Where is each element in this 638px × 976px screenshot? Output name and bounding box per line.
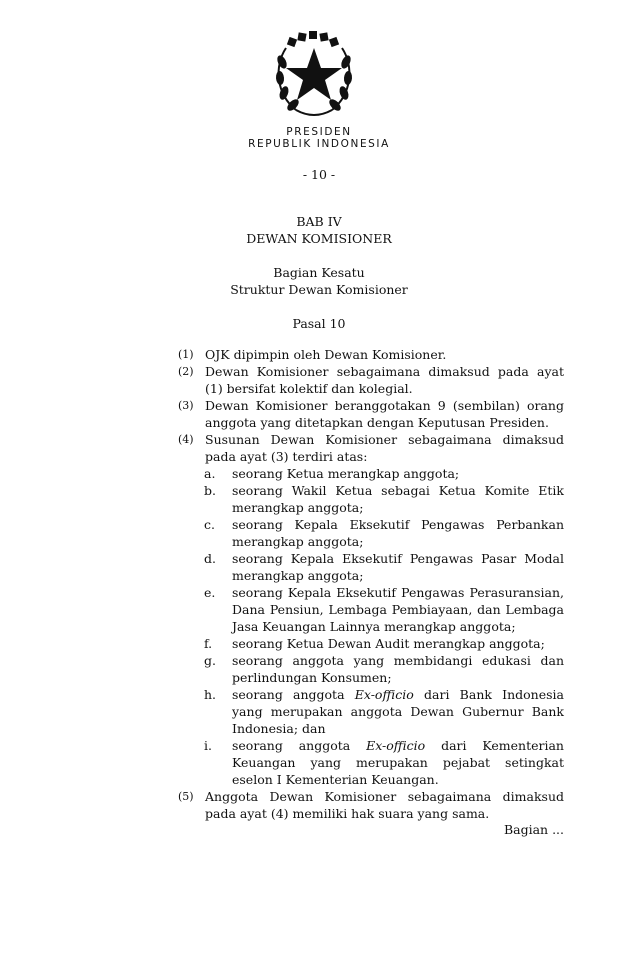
list-letter: c.	[204, 517, 215, 532]
list-text-italic: Ex-officio	[366, 738, 426, 753]
list-text-post: dari Kementerian Keuangan yang merupakan pejabat setingkat eselon I Kementerian Keuangan.	[232, 738, 564, 787]
list-letter: f.	[204, 636, 213, 651]
presidential-emblem-icon	[272, 28, 356, 124]
page-number: - 10 -	[302, 167, 336, 182]
paragraph-number: (5)	[178, 790, 194, 803]
list-letter: e.	[204, 585, 216, 600]
list-letter: b.	[204, 483, 216, 498]
list-letter: h.	[204, 687, 217, 702]
continuation-footer: Bagian ...	[503, 822, 564, 837]
article-title: Pasal 10	[292, 316, 346, 331]
paragraph-number: (1)	[178, 348, 194, 361]
list-item-a	[204, 465, 564, 482]
paragraph-5	[178, 788, 564, 822]
paragraph-text: Dewan Komisioner sebagaimana dimaksud pada ayat (1) bersifat kolektif dan kolegial.	[205, 364, 564, 396]
list-text: seorang Ketua Dewan Audit merangkap anggota;	[232, 636, 545, 651]
list-item-h	[204, 686, 564, 737]
chapter-number: BAB IV	[296, 214, 342, 229]
paragraph-4	[178, 431, 564, 465]
list-text: seorang anggota yang membidangi edukasi dan perlindungan Konsumen;	[232, 653, 564, 685]
list-text	[232, 737, 564, 788]
list-item-c	[204, 516, 564, 550]
list-text: seorang Kepala Eksekutif Pengawas Pasar Modal merangkap anggota;	[232, 551, 564, 583]
list-text-post: dari Bank Indonesia yang merupakan anggota Dewan Gubernur Bank Indonesia; dan	[232, 687, 564, 736]
paragraph-number: (3)	[178, 399, 194, 412]
list-letter: i.	[204, 738, 212, 753]
paragraph-text: Susunan Dewan Komisioner sebagaimana dimaksud pada ayat (3) terdiri atas:	[205, 432, 564, 464]
list-item-i	[204, 737, 564, 788]
paragraph-text: OJK dipimpin oleh Dewan Komisioner.	[205, 347, 447, 362]
list-text	[232, 686, 564, 737]
paragraph-number: (4)	[178, 433, 194, 446]
list-item-e	[204, 584, 564, 635]
list-text-pre: seorang anggota	[232, 738, 367, 753]
list-item-b	[204, 482, 564, 516]
list-letter: a.	[204, 466, 216, 481]
section-title: Struktur Dewan Komisioner	[230, 282, 408, 297]
chapter-title: DEWAN KOMISIONER	[246, 231, 392, 246]
list-item-f	[204, 635, 564, 652]
list-text: seorang Kepala Eksekutif Pengawas Perbankan merangkap anggota;	[232, 517, 564, 549]
list-letter: d.	[204, 551, 216, 566]
header-presiden: PRESIDEN	[286, 126, 352, 138]
paragraph-text: Dewan Komisioner beranggotakan 9 (sembilan) orang anggota yang ditetapkan dengan Keputusan Presiden.	[205, 398, 564, 430]
header-republik-indonesia: REPUBLIK INDONESIA	[248, 138, 390, 150]
list-text-italic: Ex-officio	[354, 687, 414, 702]
paragraph-2	[178, 363, 564, 397]
list-letter: g.	[204, 653, 216, 668]
list-item-d	[204, 550, 564, 584]
paragraph-number: (2)	[178, 365, 194, 378]
list-text: seorang Wakil Ketua sebagai Ketua Komite Etik merangkap anggota;	[232, 483, 564, 515]
list-text: seorang Kepala Eksekutif Pengawas Perasuransian, Dana Pensiun, Lembaga Pembiayaan, dan Lembaga Jasa Keuangan Lainnya merangkap anggota;	[232, 585, 564, 634]
list-text-pre: seorang anggota	[232, 687, 355, 702]
list-text: seorang Ketua merangkap anggota;	[232, 466, 460, 481]
paragraph-3	[178, 397, 564, 431]
paragraph-text: Anggota Dewan Komisioner sebagaimana dimaksud pada ayat (4) memiliki hak suara yang sama.	[205, 789, 564, 821]
paragraph-1	[178, 346, 564, 363]
list-item-g	[204, 652, 564, 686]
section-number: Bagian Kesatu	[273, 265, 365, 280]
